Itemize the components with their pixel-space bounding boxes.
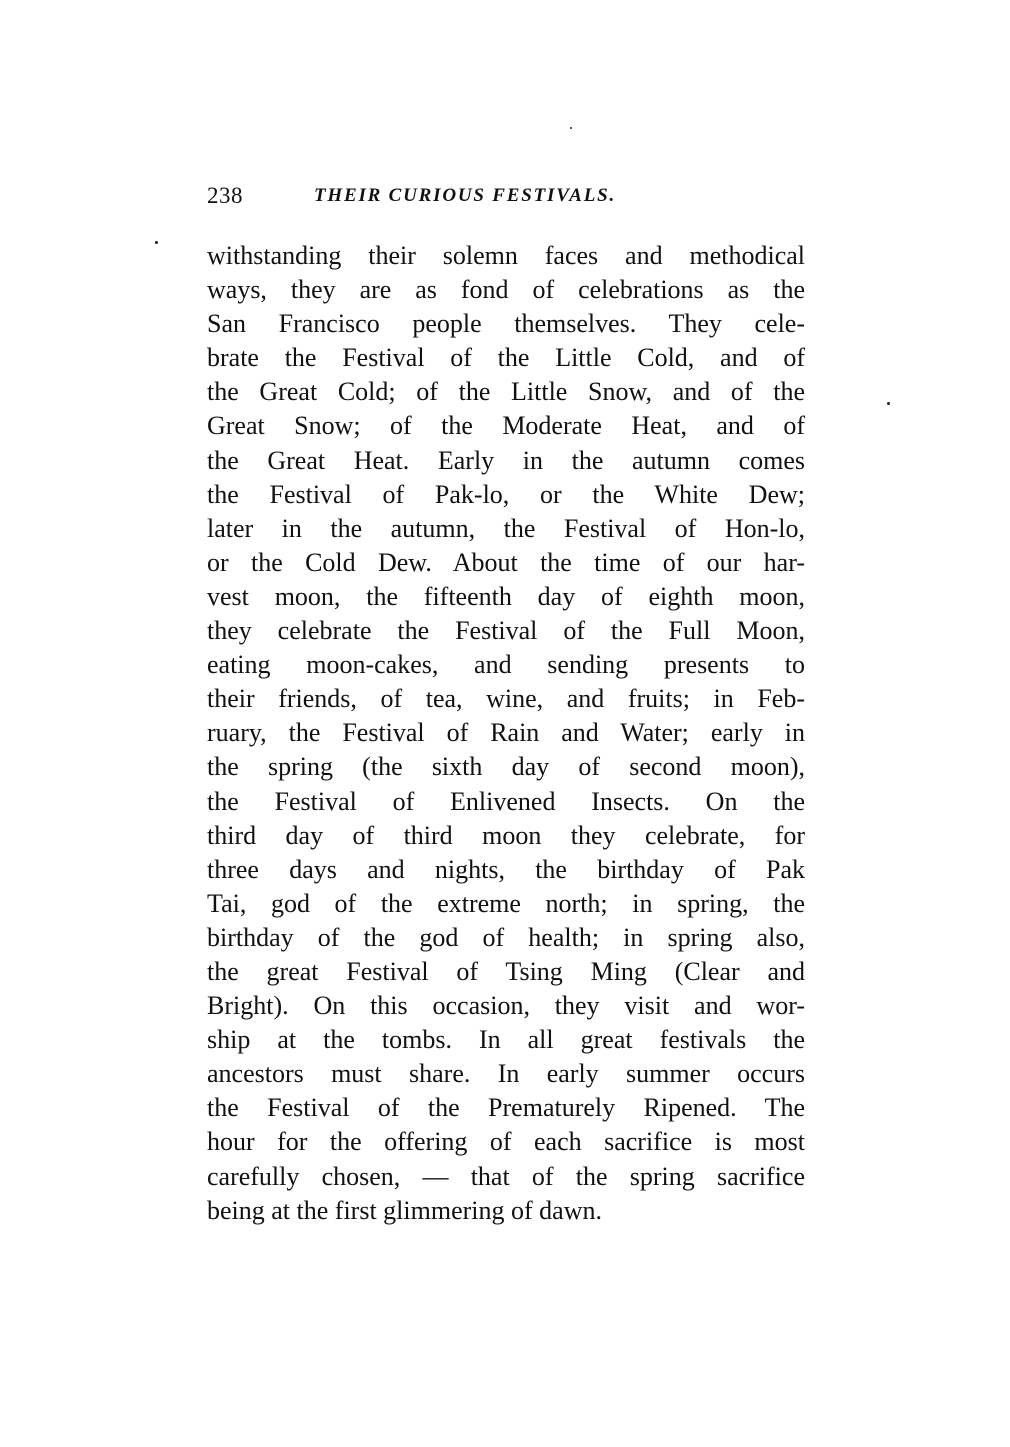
text-line: the spring (the sixth day of second moon), — [207, 752, 805, 782]
text-line: being at the first glimmering of dawn. — [207, 1195, 602, 1225]
text-line: carefully chosen, — that of the spring sacrifice — [207, 1161, 805, 1191]
text-line: the Great Cold; of the Little Snow, and of the — [207, 377, 805, 407]
text-line: the Festival of Pak-lo, or the White Dew; — [207, 479, 805, 509]
scan-speck — [155, 241, 158, 244]
text-line: ship at the tombs. In all great festivals the — [207, 1025, 805, 1055]
text-line: vest moon, the fifteenth day of eighth moon, — [207, 581, 805, 611]
text-line: Great Snow; of the Moderate Heat, and of — [207, 411, 805, 441]
page-header — [207, 183, 807, 217]
text-line: later in the autumn, the Festival of Hon-lo, — [207, 513, 805, 543]
text-line: Tai, god of the extreme north; in spring, the — [207, 888, 805, 918]
page-number: 238 — [207, 183, 243, 208]
body-text — [207, 239, 805, 1228]
text-line: their friends, of tea, wine, and fruits; in Feb- — [207, 684, 805, 714]
text-line: three days and nights, the birthday of Pak — [207, 854, 805, 884]
text-line: eating moon-cakes, and sending presents to — [207, 650, 805, 680]
text-line: ruary, the Festival of Rain and Water; early in — [207, 718, 805, 748]
text-line: or the Cold Dew. About the time of our har- — [207, 547, 805, 577]
text-line: brate the Festival of the Little Cold, and of — [207, 343, 805, 373]
text-line: Bright). On this occasion, they visit and wor- — [207, 991, 805, 1021]
scan-speck — [570, 127, 572, 129]
text-line: third day of third moon they celebrate, for — [207, 820, 805, 850]
text-line: they celebrate the Festival of the Full Moon, — [207, 616, 805, 646]
text-line: ancestors must share. In early summer occurs — [207, 1059, 805, 1089]
text-line: hour for the offering of each sacrifice is most — [207, 1127, 805, 1157]
text-line: San Francisco people themselves. They cele- — [207, 309, 805, 339]
text-line: birthday of the god of health; in spring also, — [207, 922, 805, 952]
text-line: ways, they are as fond of celebrations as the — [207, 275, 805, 305]
text-line: the great Festival of Tsing Ming (Clear and — [207, 956, 805, 986]
text-line: the Great Heat. Early in the autumn comes — [207, 445, 805, 475]
running-head: THEIR CURIOUS FESTIVALS. — [314, 185, 617, 206]
text-line: the Festival of Enlivened Insects. On the — [207, 786, 805, 816]
text-line: withstanding their solemn faces and methodical — [207, 241, 805, 270]
text-line: the Festival of the Prematurely Ripened. The — [207, 1093, 805, 1123]
scan-speck — [887, 402, 890, 405]
